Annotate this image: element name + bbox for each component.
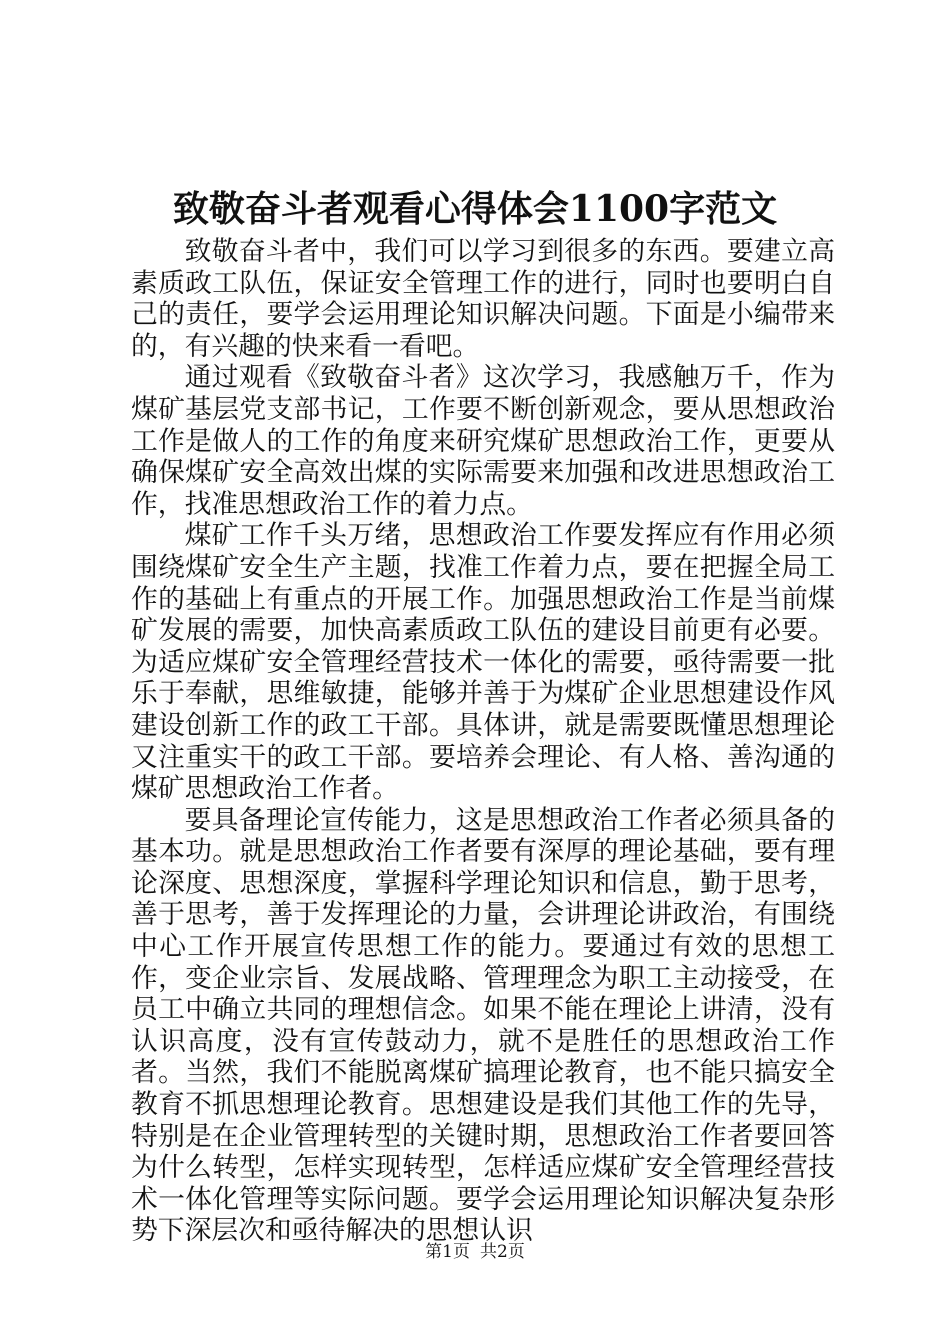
paragraph: 煤矿工作千头万绪，思想政治工作要发挥应有作用必须围绕煤矿安全生产主题，找准工作着力点，要在把握全局工作的基础上有重点的开展工作。加强思想政治工作是当前煤矿发展的需要，加快高素质政工队伍的建设目前更有必要。为适应煤矿安全管理经营技术一体化的需要，亟待需要一批乐于奉献，思维敏捷，能够并善于为煤矿企业思想建设作风建设创新工作的政工干部。具体讲，就是需要既懂思想理论又注重实干的政工干部。要培养会理论、有人格、善沟通的煤矿思想政治工作者。 (131, 520, 835, 805)
paragraph: 要具备理论宣传能力，这是思想政治工作者必须具备的基本功。就是思想政治工作者要有深厚的理论基础，要有理论深度、思想深度，掌握科学理论知识和信息，勤于思考，善于思考，善于发挥理论的力量，会讲理论讲政治，有围绕中心工作开展宣传思想工作的能力。要通过有效的思想工作，变企业宗旨、发展战略、管理理念为职工主动接受，在员工中确立共同的理想信念。如果不能在理论上讲清，没有认识高度，没有宣传鼓动力，就不是胜任的思想政治工作者。当然，我们不能脱离煤矿搞理论教育，也不能只搞安全教育不抓思想理论教育。思想建设是我们其他工作的先导，特别是在企业管理转型的关键时期，思想政治工作者要回答为什么转型，怎样实现转型，怎样适应煤矿安全管理经营技术一体化管理等实际问题。要学会运用理论知识解决复杂形势下深层次和亟待解决的思想认识 (131, 804, 835, 1247)
paragraph: 通过观看《致敬奋斗者》这次学习，我感触万千，作为煤矿基层党支部书记，工作要不断创新观念，要从思想政治工作是做人的工作的角度来研究煤矿思想政治工作，更要从确保煤矿安全高效出煤的实际需要来加强和改进思想政治工作，找准思想政治工作的着力点。 (131, 362, 835, 520)
page-footer (0, 1240, 950, 1264)
document-title: 致敬奋斗者观看心得体会1100字范文 (172, 188, 778, 230)
page-count: 共2页 (480, 1242, 525, 1262)
document-body (131, 236, 835, 1247)
paragraph: 致敬奋斗者中，我们可以学习到很多的东西。要建立高素质政工队伍，保证安全管理工作的进行，同时也要明白自己的责任，要学会运用理论知识解决问题。下面是小编带来的，有兴趣的快来看一看吧。 (131, 236, 835, 362)
page-number: 第1页 (425, 1242, 470, 1262)
